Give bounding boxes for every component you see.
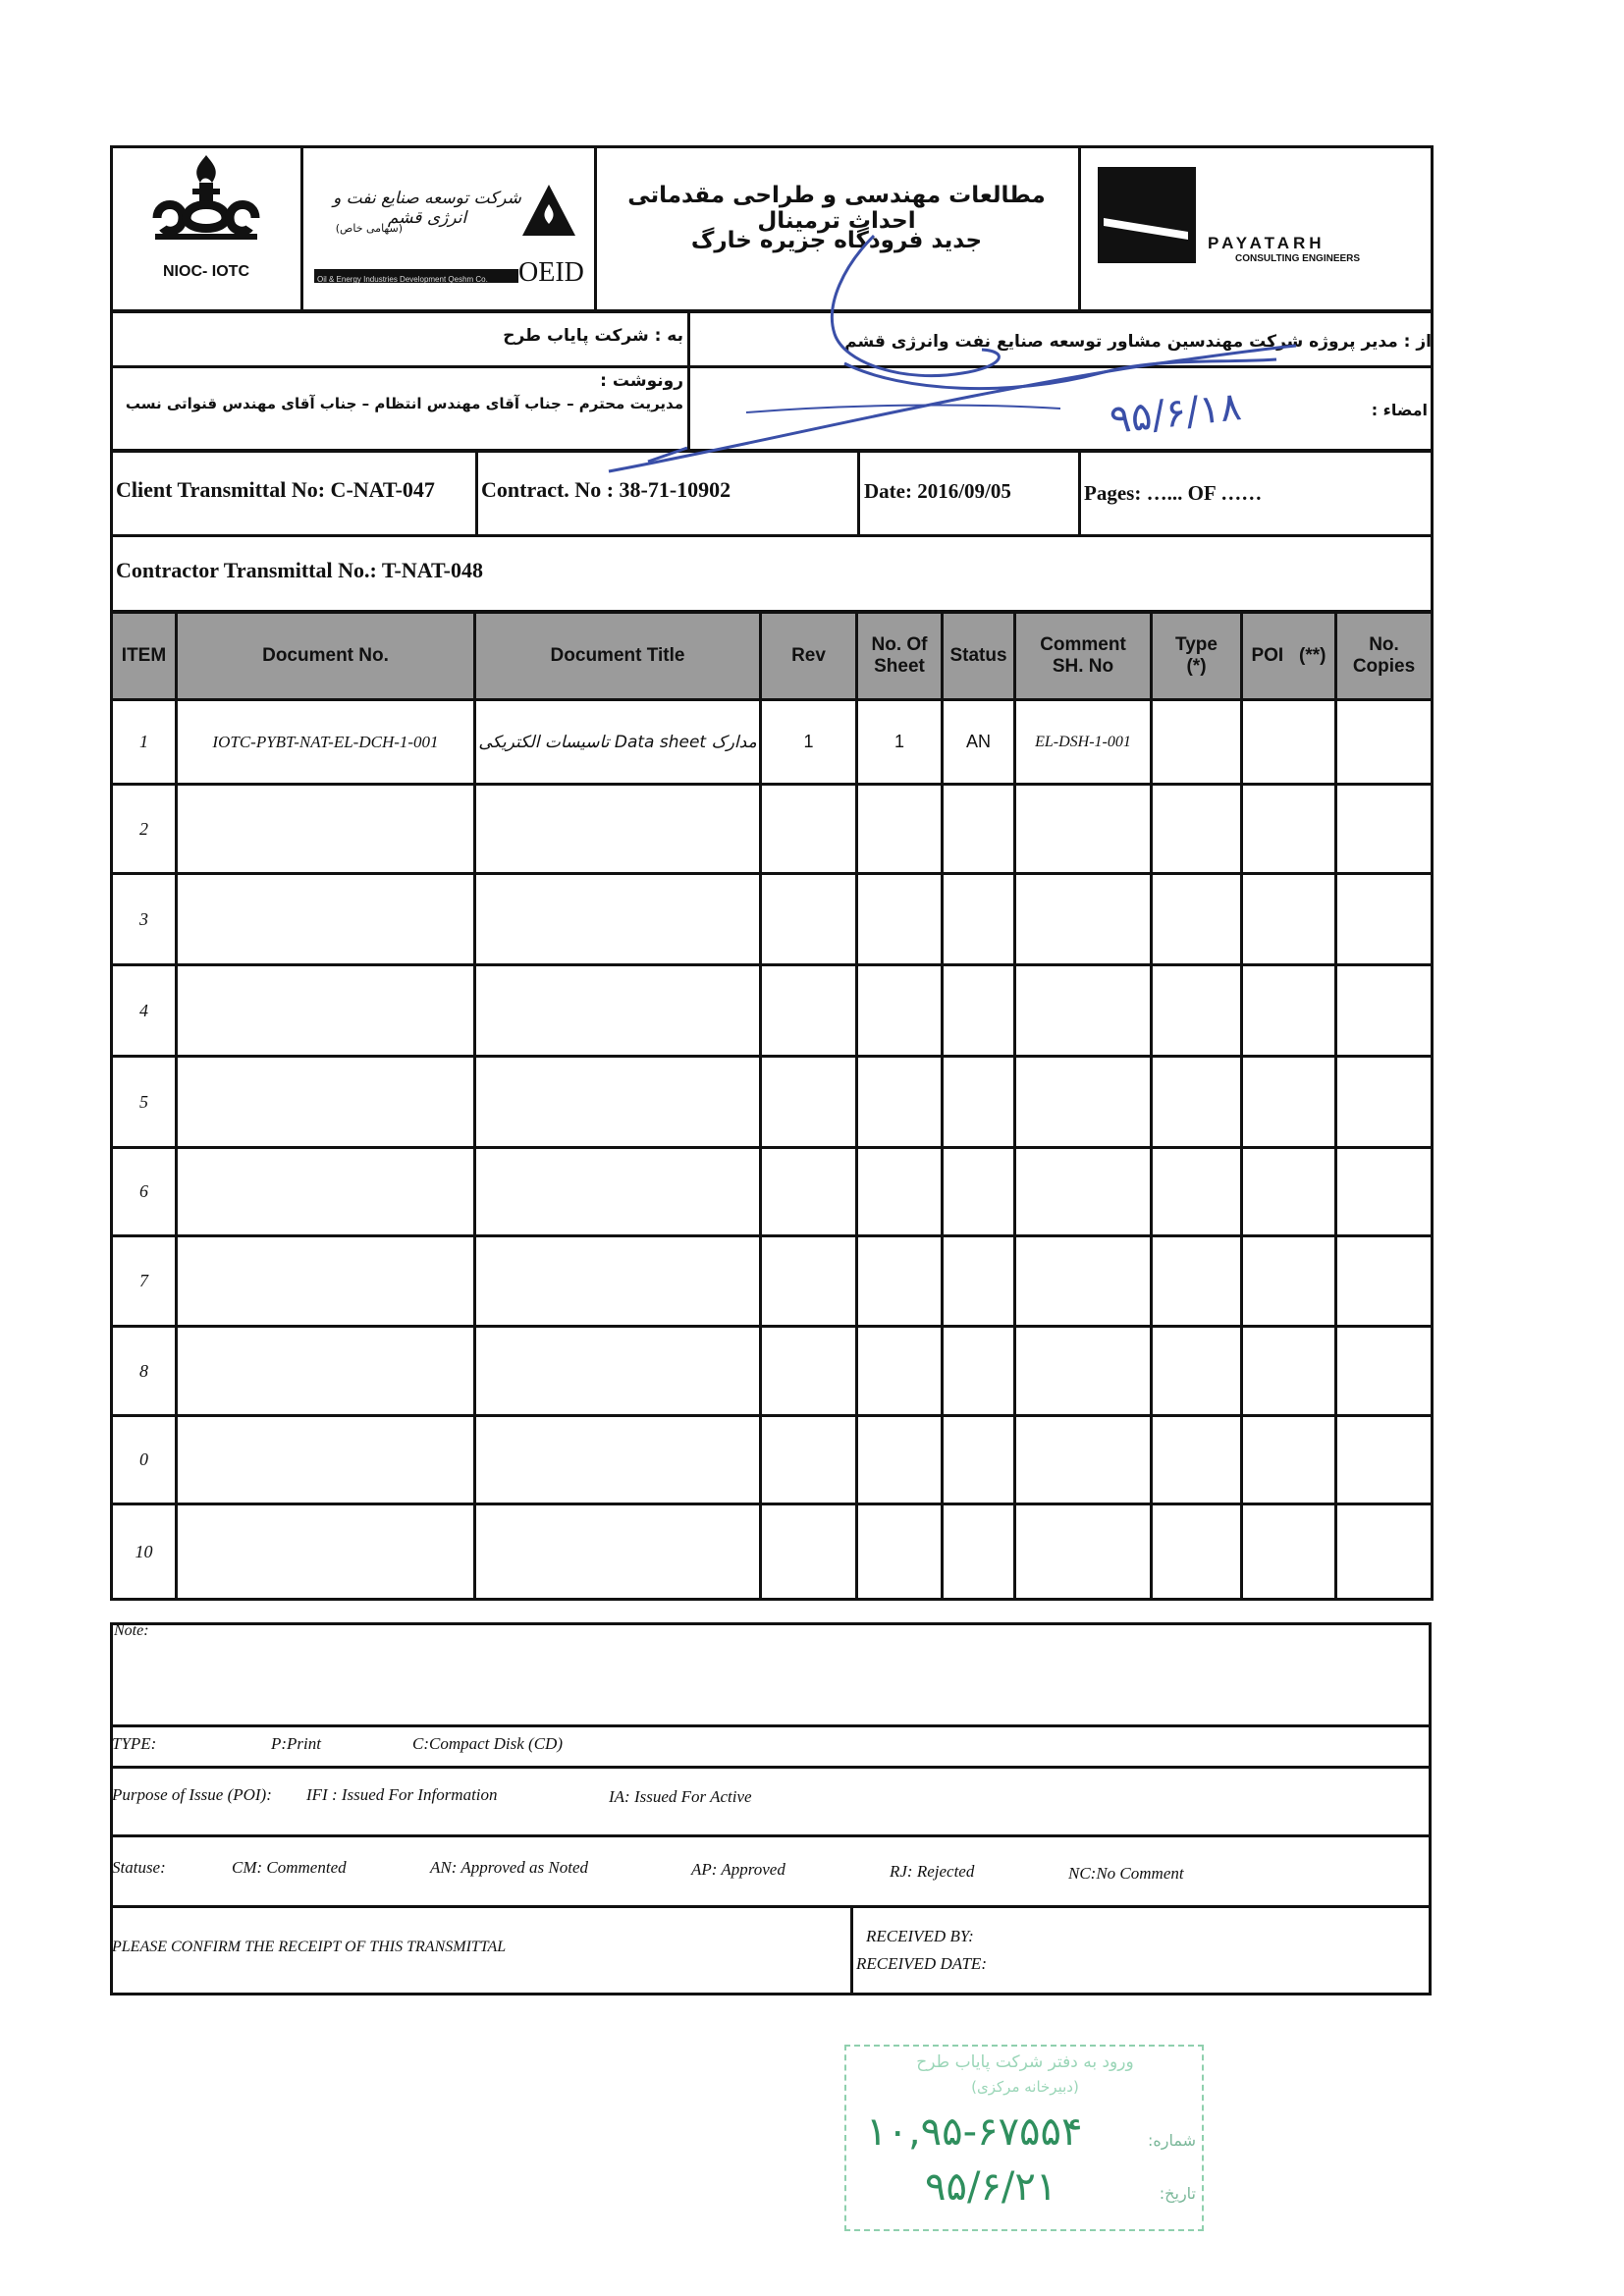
poi-ia: IA: Issued For Active xyxy=(609,1787,752,1806)
row-divider xyxy=(110,1146,1434,1149)
received-by: RECEIVED BY: xyxy=(866,1927,974,1945)
oeid-persian-sub: (سهامی خاص) xyxy=(335,222,403,235)
stamp-date-label: تاریخ: xyxy=(1159,2184,1196,2203)
payatarh-sub: CONSULTING ENGINEERS xyxy=(1235,253,1361,264)
header-document-no: Document No. xyxy=(262,645,389,666)
divider xyxy=(110,1724,1432,1727)
transmittal-date: Date: 2016/09/05 xyxy=(864,479,1011,503)
header-item: ITEM xyxy=(121,645,167,666)
divider xyxy=(110,1766,1432,1769)
row-5-item: 5 xyxy=(139,1091,148,1112)
project-title-line1: مطالعات مهندسی و طراحی مقدماتی احداث ترمینال xyxy=(627,183,1046,234)
handwritten-date: ۹۵/۶/۱۸ xyxy=(1107,384,1244,443)
status-ap: AP: Approved xyxy=(691,1860,785,1879)
from-sender: از : مدیر پروژه شرکت مهندسین مشاور توسعه صنایع نفت وانرژی قشم xyxy=(844,332,1432,352)
row-1-document-no: IOTC-PYBT-NAT-EL-DCH-1-001 xyxy=(212,732,439,751)
status-nc: NC:No Comment xyxy=(1068,1864,1184,1883)
confirm-receipt-text: PLEASE CONFIRM THE RECEIPT OF THIS TRANSMITTAL xyxy=(112,1939,507,1955)
column-divider xyxy=(1334,611,1337,1601)
header-document-title: Document Title xyxy=(550,645,685,666)
type-cd: C:Compact Disk (CD) xyxy=(412,1734,563,1753)
stamp-number-value: ۱۰,۹۵-۶۷۵۵۴ xyxy=(866,2109,1083,2155)
row-divider xyxy=(110,783,1434,786)
oeid-abbr: OEID xyxy=(518,257,584,288)
status-rj: RJ: Rejected xyxy=(890,1862,975,1881)
pages-count: Pages: …... OF …… xyxy=(1084,481,1263,505)
payatarh-name: PAYATARH xyxy=(1208,234,1326,252)
header-no-copies: No. Copies xyxy=(1352,634,1416,677)
received-date: RECEIVED DATE: xyxy=(856,1954,987,1973)
row-3-item: 3 xyxy=(139,908,148,929)
oeid-persian-name: شرکت توسعه صنایع نفت و انرژی قشم xyxy=(333,189,521,228)
status-cm: CM: Commented xyxy=(232,1858,347,1877)
contractor-transmittal-no: Contractor Transmittal No.: T-NAT-048 xyxy=(116,558,483,582)
row-1-status: AN xyxy=(965,732,991,751)
header-status: Status xyxy=(949,645,1007,666)
row-6-item: 6 xyxy=(139,1181,148,1201)
divider xyxy=(110,1834,1432,1837)
cc-label: رونوشت : xyxy=(600,371,683,391)
receipt-stamp xyxy=(844,2045,1204,2231)
stamp-date-value: ۹۵/۶/۲۱ xyxy=(925,2164,1057,2210)
divider xyxy=(850,1905,853,1995)
row-9-item: 0 xyxy=(139,1449,148,1469)
oeid-english-bar xyxy=(314,269,518,283)
poi-ifi: IFI : Issued For Information xyxy=(306,1785,498,1804)
row-1-item: 1 xyxy=(139,732,148,751)
row-1-comment-sh-no: EL-DSH-1-001 xyxy=(1035,733,1131,750)
row-4-item: 4 xyxy=(139,1000,148,1020)
oeid-logo xyxy=(310,153,589,301)
row-7-item: 7 xyxy=(139,1271,148,1290)
row-divider xyxy=(110,1325,1434,1328)
poi-label: Purpose of Issue (POI): xyxy=(112,1785,272,1804)
column-divider xyxy=(1240,611,1243,1601)
project-title-line2: جدید فرودگاه جزیره خارگ xyxy=(690,228,983,253)
handwritten-signature xyxy=(550,177,1335,491)
header-comment-sh-no: Comment SH. No xyxy=(1040,634,1126,677)
row-divider xyxy=(110,1414,1434,1417)
nioc-label: NIOC- IOTC xyxy=(163,263,249,280)
stamp-line2: (دبیرخانه مرکزی) xyxy=(971,2078,1079,2096)
row-2-item: 2 xyxy=(139,818,148,839)
row-divider xyxy=(110,1503,1434,1505)
client-transmittal-no: Client Transmittal No: C-NAT-047 xyxy=(116,477,435,502)
type-label: TYPE: xyxy=(112,1734,157,1753)
contract-no: Contract. No : 38-71-10902 xyxy=(481,477,731,502)
divider xyxy=(300,145,303,312)
header-type: Type (*) xyxy=(1175,634,1218,677)
signature-label: امضاء : xyxy=(1371,401,1428,419)
header-no-of-sheet: No. Of Sheet xyxy=(871,634,928,677)
divider xyxy=(110,534,1434,537)
row-10-item: 10 xyxy=(135,1541,153,1561)
nioc-logo xyxy=(137,149,275,287)
divider xyxy=(110,1905,1432,1908)
stamp-line1: ورود به دفتر شرکت پایاب طرح xyxy=(916,2052,1134,2072)
note-label: Note: xyxy=(114,1622,149,1639)
status-label: Statuse: xyxy=(112,1858,166,1877)
header-rev: Rev xyxy=(791,645,826,666)
row-1-document-title: مدارک Data sheet تاسیسات الکتریکی xyxy=(478,732,757,752)
row-divider xyxy=(110,872,1434,875)
stamp-number-label: شماره: xyxy=(1147,2131,1196,2150)
type-print: P:Print xyxy=(271,1734,321,1753)
row-divider xyxy=(110,963,1434,966)
row-8-item: 8 xyxy=(139,1360,148,1381)
to-recipient: به : شرکت پایاب طرح xyxy=(503,326,683,346)
nioc-emblem-icon xyxy=(137,149,275,257)
status-an: AN: Approved as Noted xyxy=(430,1858,589,1877)
header-poi: POI (**) xyxy=(1251,645,1326,666)
oeid-english-line: Oil & Energy Industries Development Qeshm Co. xyxy=(317,275,488,283)
row-1-sheets: 1 xyxy=(893,732,904,751)
column-divider xyxy=(1150,611,1153,1601)
row-divider xyxy=(110,1234,1434,1237)
row-divider xyxy=(110,1055,1434,1058)
row-1-rev: 1 xyxy=(803,732,814,751)
cc-recipients: مدیریت محترم – جناب آقای مهندس انتظام – جناب آقای مهندس قنواتی نسب xyxy=(125,395,683,412)
divider xyxy=(475,450,478,536)
